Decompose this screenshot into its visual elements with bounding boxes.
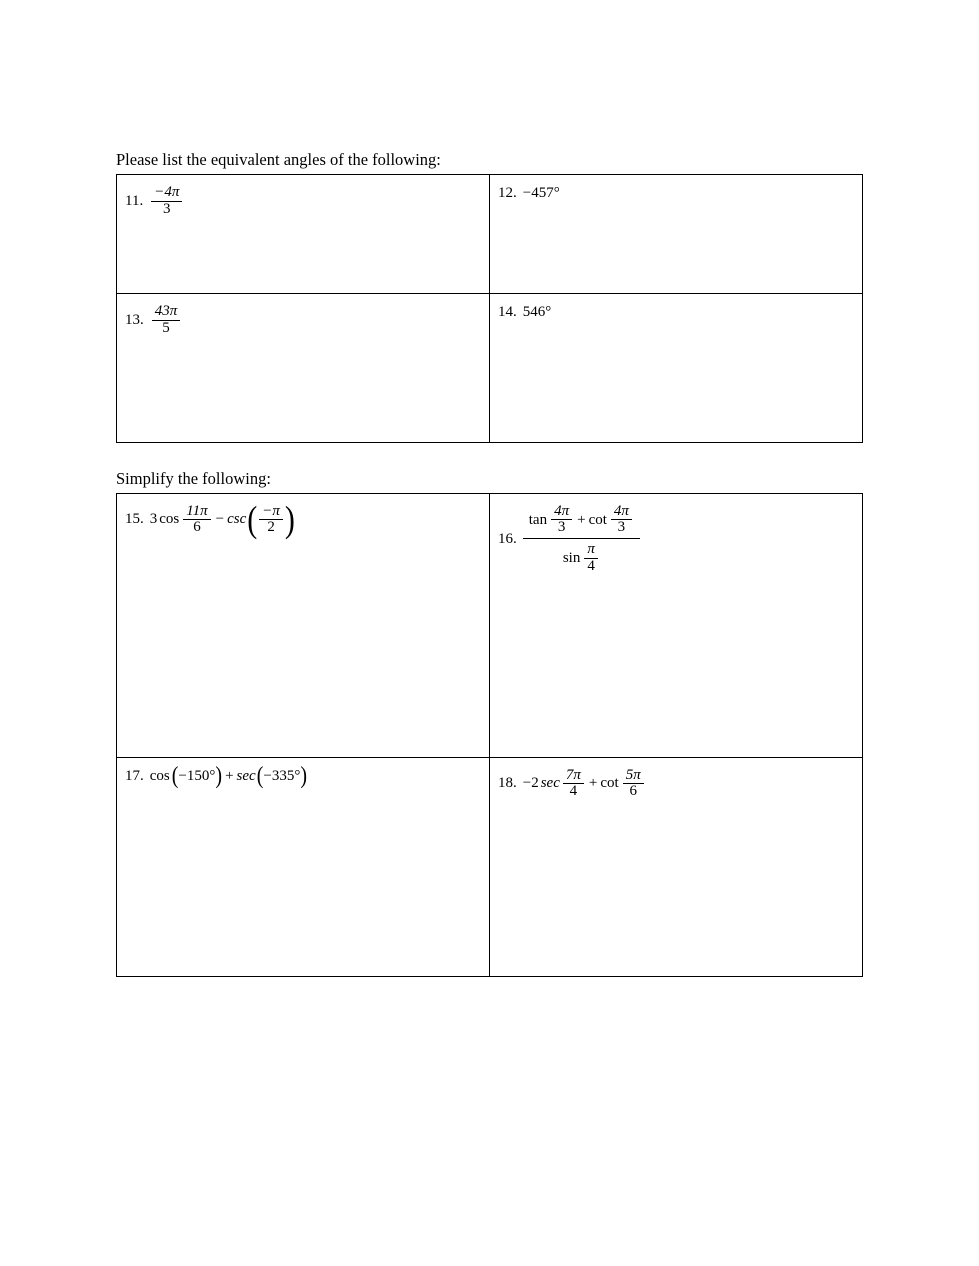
coefficient: 3 (149, 511, 158, 528)
fraction-denominator: 3 (557, 519, 566, 536)
sec-function-label: sec (540, 775, 560, 792)
question-number-17: 17. (125, 767, 144, 784)
question-cell-13[interactable] (117, 293, 490, 442)
right-paren: ) (284, 499, 295, 541)
worksheet-page (116, 150, 863, 977)
fraction-7pi-4 (563, 768, 584, 801)
question-cell-16[interactable] (490, 493, 863, 757)
fraction-denominator: 4 (569, 783, 578, 800)
right-paren: ) (215, 762, 223, 789)
question-cell-12[interactable] (490, 174, 863, 293)
question-cell-14[interactable] (490, 293, 863, 442)
operator-minus: − (215, 511, 225, 528)
table-row (117, 493, 863, 757)
fraction-numerator: −π (259, 504, 283, 521)
fraction-denominator: 3 (617, 519, 626, 536)
question-number-13: 13. (125, 311, 144, 328)
fraction-5pi-6 (623, 768, 644, 801)
fraction-numerator: 43π (152, 304, 181, 321)
fraction-numerator: 11π (183, 504, 210, 521)
section-gap (116, 443, 863, 469)
fraction-denominator (557, 539, 606, 575)
argument-2: −335° (263, 767, 301, 784)
simplify-table (116, 493, 863, 977)
left-paren: ( (171, 762, 179, 789)
fraction-numerator: 5π (623, 768, 644, 785)
fraction-numerator: π (584, 542, 598, 559)
cot-function-label: cot (600, 775, 619, 792)
fraction-numerator: −4π (151, 185, 182, 202)
table-row (117, 174, 863, 293)
sin-function-label: sin (562, 550, 581, 567)
fraction-numerator: 4π (611, 504, 632, 521)
fraction-denominator: 5 (162, 319, 170, 336)
fraction-denominator: 6 (193, 519, 201, 536)
cos-function-label: cos (149, 767, 170, 784)
equivalent-angles-table (116, 174, 863, 443)
fraction-13 (152, 304, 181, 337)
question-cell-17[interactable] (117, 757, 490, 976)
argument-1: −150° (178, 767, 216, 784)
operator-plus: + (577, 511, 586, 528)
left-paren: ( (247, 499, 258, 541)
complex-fraction-16 (523, 504, 640, 575)
tan-function-label: tan (528, 511, 548, 528)
right-paren: ) (300, 762, 307, 789)
section-heading-simplify: Simplify the following: (116, 468, 271, 488)
question-number-14: 14. (498, 303, 517, 320)
section-heading-equivalent-angles: Please list the equivalent angles of the following: (116, 150, 441, 169)
fraction-pi-4 (584, 542, 598, 575)
question-number-16: 16. (498, 530, 517, 547)
coefficient: −2 (522, 775, 539, 792)
table-row (117, 757, 863, 976)
left-paren: ( (256, 762, 264, 789)
fraction-11pi-6 (183, 504, 210, 537)
fraction-numerator: 4π (551, 504, 572, 521)
table-row (117, 293, 863, 442)
sec-function-label: sec (236, 767, 256, 784)
question-number-15: 15. (125, 511, 144, 528)
fraction-denominator: 3 (163, 200, 171, 217)
csc-function-label: csc (227, 511, 247, 528)
fraction-neg-pi-2 (259, 504, 283, 537)
question-expression-14: 546° (522, 303, 552, 320)
cot-function-label: cot (588, 511, 607, 528)
fraction-denominator: 4 (587, 557, 595, 574)
operator-plus: + (588, 775, 598, 792)
operator-plus: + (225, 767, 234, 784)
question-number-12: 12. (498, 184, 517, 201)
question-expression-12: −457° (522, 184, 560, 201)
fraction-4pi-3-a (551, 504, 572, 537)
question-number-11: 11. (125, 192, 144, 209)
fraction-denominator: 2 (267, 519, 275, 536)
fraction-numerator (523, 504, 640, 540)
question-number-18: 18. (498, 775, 517, 792)
question-cell-15[interactable] (117, 493, 490, 757)
question-cell-18[interactable] (490, 757, 863, 976)
fraction-4pi-3-b (611, 504, 632, 537)
fraction-11 (151, 185, 182, 218)
fraction-numerator: 7π (563, 768, 584, 785)
question-cell-11[interactable] (117, 174, 490, 293)
fraction-denominator: 6 (629, 783, 637, 800)
cos-function-label: cos (159, 511, 180, 528)
